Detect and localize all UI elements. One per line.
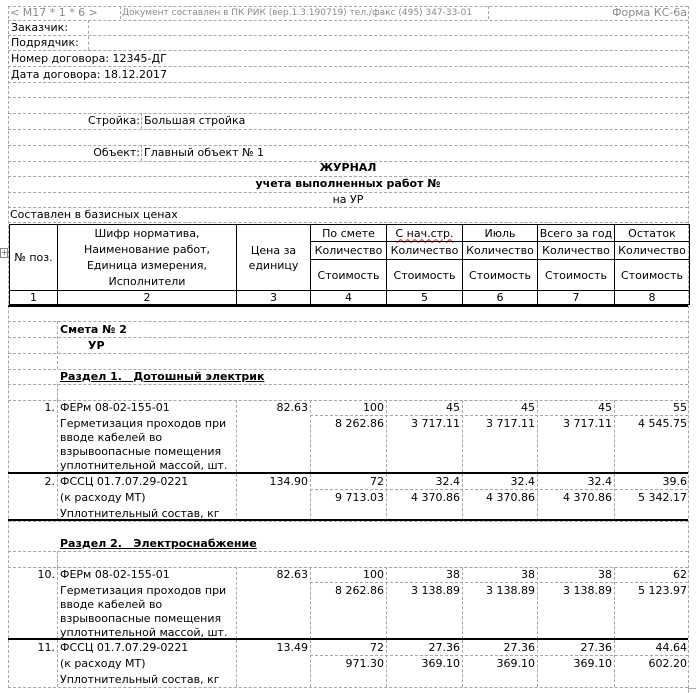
grid-line [57, 384, 58, 400]
row-cost: 369.10 [421, 657, 460, 670]
header-cost-1: Стоимость [310, 259, 387, 291]
row-code: ФССЦ 01.7.07.29-0221 [60, 641, 189, 654]
row-cost: 3 717.11 [563, 417, 612, 430]
column-number-5: 5 [386, 290, 463, 305]
row-cost: 3 717.11 [411, 417, 460, 430]
row-cost: 5 123.97 [638, 584, 687, 597]
row-code: ФЕРм 08-02-155-01 [60, 568, 170, 581]
header-period-3: Июль [462, 224, 538, 242]
site-label: Стройка: [87, 114, 140, 127]
row-description: Герметизация проходов при [60, 584, 227, 597]
row-cost: 369.10 [573, 657, 612, 670]
row-cost: 4 370.86 [563, 491, 612, 504]
row-price: 82.63 [276, 401, 308, 414]
row-description: вводе кабелей во [60, 431, 163, 444]
header-qty-2: Количество [386, 241, 463, 260]
row-description: Уплотнительный состав, кг [60, 507, 220, 520]
column-number-6: 6 [462, 290, 538, 305]
row-price: 134.90 [269, 475, 308, 488]
row-cost: 4 545.75 [638, 417, 687, 430]
header-cell-pos: № поз. [9, 224, 58, 291]
row-qty: 45 [521, 401, 535, 414]
customer-label: Заказчик: [11, 21, 69, 34]
grid-line [488, 6, 489, 19]
grid-line [57, 321, 58, 369]
row-description: Герметизация проходов при [60, 417, 227, 430]
header-cell-price: Цена за единицу [236, 224, 311, 291]
row-divider [8, 472, 688, 474]
row-cost: 3 138.89 [563, 584, 612, 597]
header-period-4: Всего за год [537, 224, 615, 242]
row-code: ФССЦ 01.7.07.29-0221 [60, 475, 189, 488]
grid-line [141, 113, 142, 129]
row-qty: 72 [370, 475, 384, 488]
section-title: Раздел 2. Электроснабжение [60, 537, 257, 550]
grid-line [8, 66, 688, 67]
row-cost: 3 138.89 [486, 584, 535, 597]
object-label: Объект: [93, 146, 140, 159]
section-divider [8, 519, 688, 521]
row-cost: 9 713.03 [335, 491, 384, 504]
row-cost: 8 262.86 [335, 417, 384, 430]
header-cost-3: Стоимость [462, 259, 538, 291]
resize-corner-icon[interactable] [688, 688, 696, 693]
contract-date: Дата договора: 18.12.2017 [11, 68, 167, 81]
row-description: (к расходу МТ) [60, 491, 146, 504]
row-position: 10. [37, 568, 55, 581]
header-qty-1: Количество [310, 241, 387, 260]
row-qty: 38 [446, 568, 460, 581]
row-cost: 602.20 [648, 657, 687, 670]
header-period-2: С нач.стр. [386, 224, 463, 242]
grid-line [8, 551, 688, 552]
row-cost: 971.30 [345, 657, 384, 670]
row-cost: 8 262.86 [335, 584, 384, 597]
row-cost: 4 370.86 [411, 491, 460, 504]
journal-title: ЖУРНАЛ [319, 161, 377, 174]
grid-line [120, 6, 121, 19]
grid-line [57, 567, 58, 639]
column-number-2: 2 [57, 290, 237, 305]
header-cost-5: Стоимость [614, 259, 690, 291]
column-number-4: 4 [310, 290, 387, 305]
grid-line [8, 20, 688, 21]
grid-line [8, 687, 688, 688]
row-qty: 100 [363, 401, 384, 414]
grid-line [8, 337, 688, 338]
row-description: взрывоопасные помещения [60, 445, 222, 458]
grid-line [310, 582, 688, 583]
estimate-subtitle: УР [88, 339, 105, 352]
header-period-5: Остаток [614, 224, 690, 242]
form-name: Форма КС-6а [612, 6, 687, 19]
site-value: Большая стройка [144, 114, 246, 127]
row-qty: 44.64 [655, 641, 687, 654]
row-qty: 45 [446, 401, 460, 414]
grid-line [8, 521, 688, 522]
row-cost: 5 342.17 [638, 491, 687, 504]
grid-line [57, 400, 58, 472]
column-number-8: 8 [614, 290, 690, 305]
table-divider [8, 305, 688, 307]
row-cost: 3 717.11 [486, 417, 535, 430]
grid-line [8, 82, 688, 83]
grid-line [8, 353, 688, 354]
row-qty: 39.6 [662, 475, 687, 488]
row-qty: 38 [521, 568, 535, 581]
header-cost-4: Стоимость [537, 259, 615, 291]
header-qty-4: Количество [537, 241, 615, 260]
row-cost: 369.10 [496, 657, 535, 670]
grid-line [8, 384, 688, 385]
grid-line [8, 50, 688, 51]
row-description: уплотнительной массой, шт. [60, 626, 228, 639]
grid-line [8, 129, 688, 130]
prices-note: Составлен в базисных ценах [10, 208, 178, 221]
row-description: (к расходу МТ) [60, 657, 146, 670]
row-qty: 62 [673, 568, 687, 581]
row-qty: 32.4 [587, 475, 612, 488]
grid-line [8, 97, 688, 98]
estimate-title: Смета № 2 [60, 323, 127, 336]
grid-line [310, 655, 688, 656]
header-cell-name: Шифр норматива, Наименование работ, Единица измерения, Исполнители [57, 224, 237, 291]
header-qty-3: Количество [462, 241, 538, 260]
right-border [688, 6, 689, 688]
column-number-1: 1 [9, 290, 58, 305]
left-border [8, 6, 9, 688]
row-description: вводе кабелей во [60, 598, 163, 611]
header-period-1: По смете [310, 224, 387, 242]
grid-line [310, 415, 688, 416]
row-code: ФЕРм 08-02-155-01 [60, 401, 170, 414]
row-qty: 32.4 [435, 475, 460, 488]
row-position: 2. [44, 475, 55, 488]
row-cost: 4 370.86 [486, 491, 535, 504]
row-qty: 100 [363, 568, 384, 581]
row-divider [8, 638, 688, 640]
grid-line [57, 551, 58, 567]
page-marker[interactable] [10, 6, 98, 20]
row-qty: 38 [598, 568, 612, 581]
grid-line [57, 640, 58, 687]
grid-line [8, 321, 688, 322]
row-price: 82.63 [276, 568, 308, 581]
row-position: 1. [44, 401, 55, 414]
object-value: Главный объект № 1 [144, 146, 265, 159]
journal-subtitle: учета выполненных работ № [255, 177, 441, 190]
row-cost: 3 138.89 [411, 584, 460, 597]
row-description: взрывоопасные помещения [60, 612, 222, 625]
doc-info: Документ составлен в ПК РИК (вер.1.3.190719) тел./факс (495) 347-33-01 [122, 8, 473, 18]
table-move-handle-icon[interactable]: + [1, 248, 8, 257]
row-qty: 32.4 [510, 475, 535, 488]
journal-period: на УР [332, 193, 364, 206]
row-qty: 27.36 [503, 641, 535, 654]
row-qty: 27.36 [580, 641, 612, 654]
grid-line [141, 145, 142, 161]
header-cost-2: Стоимость [386, 259, 463, 291]
contract-number: Номер договора: 12345-ДГ [11, 52, 167, 65]
row-price: 13.49 [276, 641, 308, 654]
row-qty: 72 [370, 641, 384, 654]
row-qty: 45 [598, 401, 612, 414]
row-description: уплотнительной массой, шт. [60, 459, 228, 472]
contractor-label: Подрядчик: [11, 36, 79, 49]
row-qty: 27.36 [428, 641, 460, 654]
column-number-7: 7 [537, 290, 615, 305]
header-qty-5: Количество [614, 241, 690, 260]
grid-line [310, 489, 688, 490]
grid-line [8, 222, 688, 223]
section-title: Раздел 1. Дотошный электрик [60, 370, 265, 383]
row-position: 11. [37, 641, 55, 654]
row-qty: 55 [673, 401, 687, 414]
page-marker-text: < М17 * 1 * 6 > [10, 6, 98, 19]
grid-line [57, 474, 58, 521]
grid-line [8, 35, 688, 36]
row-description: Уплотнительный состав, кг [60, 673, 220, 686]
column-number-3: 3 [236, 290, 311, 305]
